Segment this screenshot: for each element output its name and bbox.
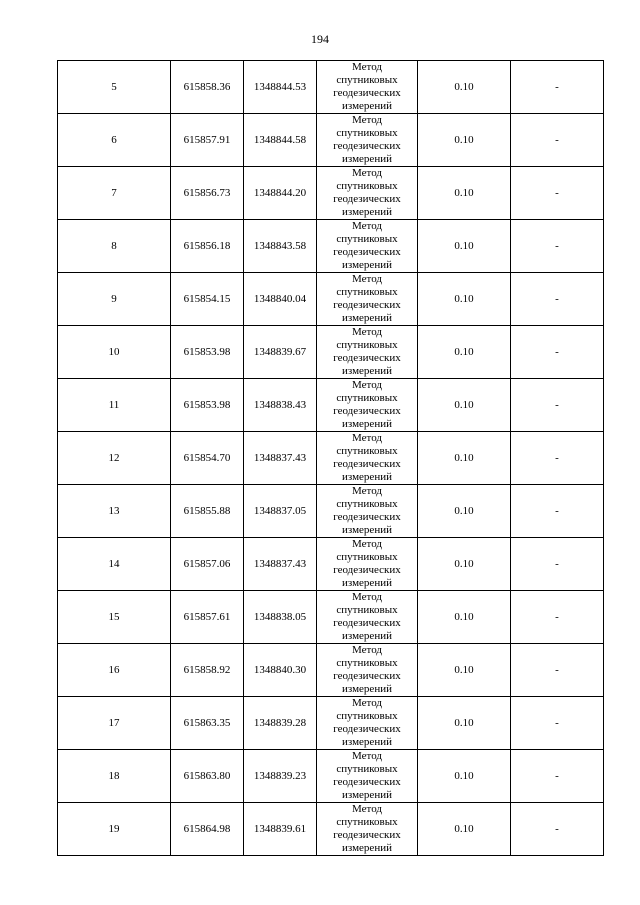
description-cell: -: [511, 220, 604, 273]
method-text: Метод спутниковых геодезических измерений: [333, 750, 401, 801]
y-coordinate-cell: 1348843.58: [244, 220, 317, 273]
table-row: [58, 644, 604, 697]
method-text: Метод спутниковых геодезических измерений: [333, 432, 401, 483]
x-coordinate-cell: 615853.98: [171, 326, 244, 379]
x-coordinate-cell: 615858.92: [171, 644, 244, 697]
y-coordinate-cell: 1348840.30: [244, 644, 317, 697]
point-number-cell: 15: [58, 591, 171, 644]
method-cell: [317, 644, 418, 697]
method-cell: [317, 326, 418, 379]
y-coordinate-cell: 1348837.05: [244, 485, 317, 538]
method-text: Метод спутниковых геодезических измерений: [333, 591, 401, 642]
method-cell: [317, 167, 418, 220]
accuracy-cell: 0.10: [418, 326, 511, 379]
y-coordinate-cell: 1348839.23: [244, 750, 317, 803]
method-text: Метод спутниковых геодезических измерений: [333, 697, 401, 748]
description-cell: -: [511, 697, 604, 750]
table-row: [58, 114, 604, 167]
x-coordinate-cell: 615857.06: [171, 538, 244, 591]
method-text: Метод спутниковых геодезических измерений: [333, 538, 401, 589]
method-text: Метод спутниковых геодезических измерений: [333, 803, 401, 854]
method-cell: [317, 273, 418, 326]
accuracy-cell: 0.10: [418, 220, 511, 273]
method-text: Метод спутниковых геодезических измерений: [333, 485, 401, 536]
table-row: [58, 432, 604, 485]
x-coordinate-cell: 615858.36: [171, 61, 244, 114]
x-coordinate-cell: 615855.88: [171, 485, 244, 538]
point-number-cell: 7: [58, 167, 171, 220]
method-cell: [317, 61, 418, 114]
point-number-cell: 13: [58, 485, 171, 538]
method-text: Метод спутниковых геодезических измерений: [333, 220, 401, 271]
table-row: [58, 591, 604, 644]
method-text: Метод спутниковых геодезических измерений: [333, 273, 401, 324]
table-row: [58, 485, 604, 538]
point-number-cell: 10: [58, 326, 171, 379]
description-cell: -: [511, 432, 604, 485]
accuracy-cell: 0.10: [418, 591, 511, 644]
point-number-cell: 18: [58, 750, 171, 803]
y-coordinate-cell: 1348844.58: [244, 114, 317, 167]
x-coordinate-cell: 615854.70: [171, 432, 244, 485]
method-text: Метод спутниковых геодезических измерений: [333, 326, 401, 377]
y-coordinate-cell: 1348844.53: [244, 61, 317, 114]
table-row: [58, 697, 604, 750]
point-number-cell: 12: [58, 432, 171, 485]
accuracy-cell: 0.10: [418, 697, 511, 750]
x-coordinate-cell: 615853.98: [171, 379, 244, 432]
accuracy-cell: 0.10: [418, 803, 511, 856]
table-row: [58, 61, 604, 114]
point-number-cell: 6: [58, 114, 171, 167]
accuracy-cell: 0.10: [418, 485, 511, 538]
x-coordinate-cell: 615854.15: [171, 273, 244, 326]
method-cell: [317, 379, 418, 432]
point-number-cell: 14: [58, 538, 171, 591]
method-cell: [317, 538, 418, 591]
table-row: [58, 326, 604, 379]
description-cell: -: [511, 750, 604, 803]
x-coordinate-cell: 615863.35: [171, 697, 244, 750]
method-text: Метод спутниковых геодезических измерений: [333, 644, 401, 695]
table-row: [58, 538, 604, 591]
method-cell: [317, 114, 418, 167]
x-coordinate-cell: 615857.61: [171, 591, 244, 644]
point-number-cell: 9: [58, 273, 171, 326]
accuracy-cell: 0.10: [418, 167, 511, 220]
description-cell: -: [511, 644, 604, 697]
accuracy-cell: 0.10: [418, 273, 511, 326]
method-text: Метод спутниковых геодезических измерений: [333, 379, 401, 430]
y-coordinate-cell: 1348837.43: [244, 538, 317, 591]
y-coordinate-cell: 1348839.61: [244, 803, 317, 856]
point-number-cell: 16: [58, 644, 171, 697]
point-number-cell: 11: [58, 379, 171, 432]
description-cell: -: [511, 379, 604, 432]
table-row: [58, 167, 604, 220]
y-coordinate-cell: 1348839.67: [244, 326, 317, 379]
y-coordinate-cell: 1348838.43: [244, 379, 317, 432]
description-cell: -: [511, 61, 604, 114]
description-cell: -: [511, 538, 604, 591]
description-cell: -: [511, 273, 604, 326]
table-row: [58, 803, 604, 856]
coordinates-table: [57, 60, 604, 856]
method-cell: [317, 485, 418, 538]
method-cell: [317, 697, 418, 750]
description-cell: -: [511, 803, 604, 856]
point-number-cell: 17: [58, 697, 171, 750]
y-coordinate-cell: 1348837.43: [244, 432, 317, 485]
accuracy-cell: 0.10: [418, 61, 511, 114]
accuracy-cell: 0.10: [418, 538, 511, 591]
y-coordinate-cell: 1348844.20: [244, 167, 317, 220]
accuracy-cell: 0.10: [418, 644, 511, 697]
y-coordinate-cell: 1348840.04: [244, 273, 317, 326]
description-cell: -: [511, 326, 604, 379]
method-cell: [317, 432, 418, 485]
table-row: [58, 220, 604, 273]
page-number: 194: [311, 32, 329, 46]
x-coordinate-cell: 615863.80: [171, 750, 244, 803]
accuracy-cell: 0.10: [418, 114, 511, 167]
description-cell: -: [511, 114, 604, 167]
table-row: [58, 379, 604, 432]
table-row: [58, 273, 604, 326]
description-cell: -: [511, 591, 604, 644]
point-number-cell: 19: [58, 803, 171, 856]
method-text: Метод спутниковых геодезических измерений: [333, 114, 401, 165]
accuracy-cell: 0.10: [418, 750, 511, 803]
method-text: Метод спутниковых геодезических измерений: [333, 61, 401, 112]
accuracy-cell: 0.10: [418, 432, 511, 485]
description-cell: -: [511, 485, 604, 538]
y-coordinate-cell: 1348839.28: [244, 697, 317, 750]
point-number-cell: 5: [58, 61, 171, 114]
table-row: [58, 750, 604, 803]
x-coordinate-cell: 615857.91: [171, 114, 244, 167]
x-coordinate-cell: 615864.98: [171, 803, 244, 856]
point-number-cell: 8: [58, 220, 171, 273]
y-coordinate-cell: 1348838.05: [244, 591, 317, 644]
method-cell: [317, 591, 418, 644]
method-cell: [317, 220, 418, 273]
description-cell: -: [511, 167, 604, 220]
accuracy-cell: 0.10: [418, 379, 511, 432]
x-coordinate-cell: 615856.18: [171, 220, 244, 273]
method-cell: [317, 803, 418, 856]
method-cell: [317, 750, 418, 803]
method-text: Метод спутниковых геодезических измерений: [333, 167, 401, 218]
x-coordinate-cell: 615856.73: [171, 167, 244, 220]
